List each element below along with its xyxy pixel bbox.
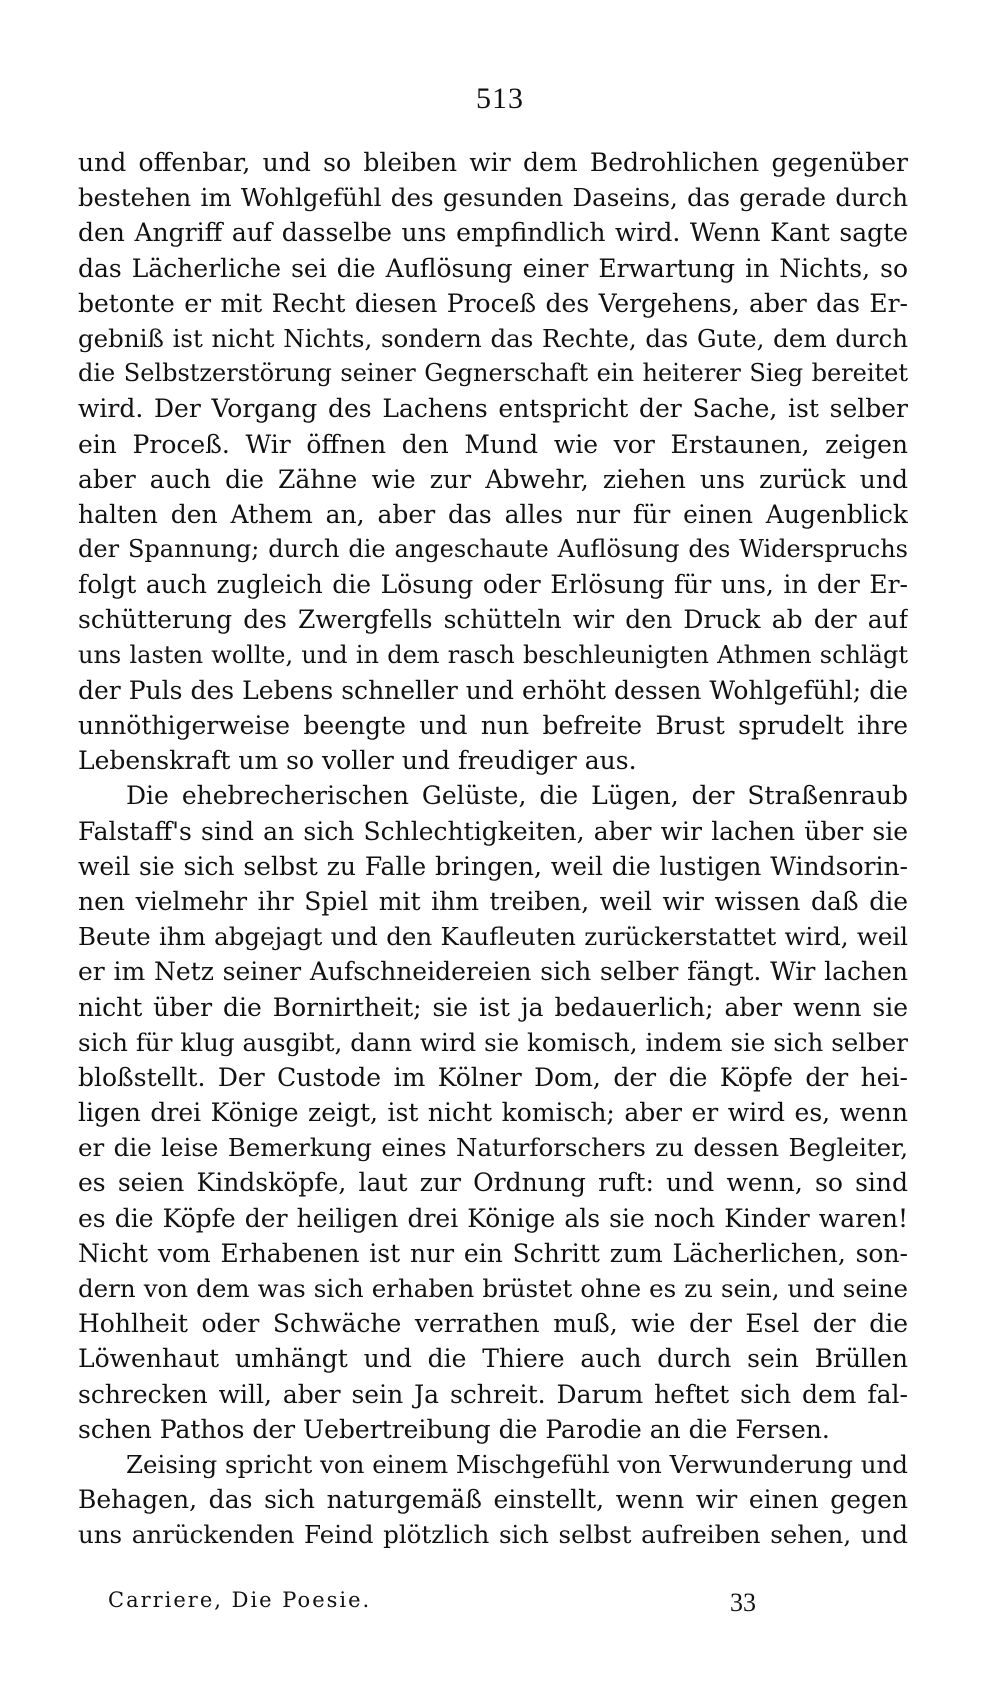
text-line: dern von dem was sich erhaben brüstet ohne es zu sein, und seine bbox=[78, 1274, 908, 1303]
text-line: Falstaff's sind an sich Schlechtigkeiten, aber wir lachen über sie bbox=[78, 816, 908, 846]
text-line: Hohlheit oder Schwäche verrathen muß, wie der Esel der die bbox=[78, 1309, 908, 1339]
text-line: den Angriff auf dasselbe uns empfindlich wird. Wenn Kant sagte bbox=[78, 218, 908, 248]
text-line: Zeising spricht von einem Mischgefühl von Verwunderung und bbox=[126, 1449, 908, 1479]
text-line: Behagen, das sich naturgemäß einstellt, wenn wir einen gegen bbox=[78, 1485, 908, 1515]
text-line: Die ehebrecherischen Gelüste, die Lügen, der Straßenraub bbox=[126, 781, 908, 811]
text-line: ligen drei Könige zeigt, ist nicht komisch; aber er wird es, wenn bbox=[78, 1098, 908, 1128]
text-line: folgt auch zugleich die Lösung oder Erlösung für uns, in der Er- bbox=[78, 570, 908, 600]
text-line: es die Köpfe der heiligen drei Könige als sie noch Kinder waren! bbox=[78, 1203, 908, 1233]
text-line: bestehen im Wohlgefühl des gesunden Daseins, das gerade durch bbox=[78, 183, 908, 213]
text-line: ein Proceß. Wir öffnen den Mund wie vor Erstaunen, zeigen bbox=[78, 429, 908, 459]
text-line: halten den Athem an, aber das alles nur für einen Augenblick bbox=[78, 499, 908, 529]
text-line: unnöthigerweise beengte und nun befreite Brust sprudelt ihre bbox=[78, 711, 908, 740]
text-line: er die leise Bemerkung eines Naturforschers zu dessen Begleiter, bbox=[78, 1133, 908, 1163]
footer-author-title: Carriere, Die Poesie. bbox=[108, 1588, 372, 1612]
text-line: Löwenhaut umhängt und die Thiere auch durch sein Brüllen bbox=[78, 1344, 908, 1374]
text-line: uns anrückenden Feind plötzlich sich selbst aufreiben sehen, und bbox=[78, 1520, 908, 1550]
text-line: schen Pathos der Uebertreibung die Parodie an die Fersen. bbox=[78, 1414, 830, 1444]
body-text bbox=[78, 145, 908, 1553]
text-line: das Lächerliche sei die Auflösung einer Erwartung in Nichts, so bbox=[78, 253, 908, 283]
text-line: Nicht vom Erhabenen ist nur ein Schritt zum Lächerlichen, son- bbox=[78, 1238, 908, 1268]
page-footer bbox=[108, 1588, 788, 1620]
text-line: aber auch die Zähne wie zur Abwehr, ziehen uns zurück und bbox=[78, 464, 908, 494]
text-line: und offenbar, und so bleiben wir dem Bedrohlichen gegenüber bbox=[78, 148, 908, 177]
text-line: nicht über die Bornirtheit; sie ist ja bedauerlich; aber wenn sie bbox=[78, 992, 908, 1022]
text-line: es seien Kindsköpfe, laut zur Ordnung ruft: und wenn, so sind bbox=[78, 1168, 908, 1198]
footer-signature-mark: 33 bbox=[730, 1588, 756, 1617]
text-line: Beute ihm abgejagt und den Kaufleuten zurückerstattet wird, weil bbox=[78, 922, 908, 952]
text-line: schrecken will, aber sein Ja schreit. Darum heftet sich dem fal- bbox=[78, 1379, 908, 1409]
text-line: uns lasten wollte, und in dem rasch beschleunigten Athmen schlägt bbox=[78, 640, 908, 669]
text-line: der Puls des Lebens schneller und erhöht dessen Wohlgefühl; die bbox=[78, 675, 908, 705]
paragraph bbox=[78, 1447, 908, 1553]
text-line: weil sie sich selbst zu Falle bringen, weil die lustigen Windsorin- bbox=[78, 851, 908, 881]
text-line: der Spannung; durch die angeschaute Auflösung des Widerspruchs bbox=[78, 535, 908, 564]
text-line: betonte er mit Recht diesen Proceß des Vergehens, aber das Er- bbox=[78, 288, 908, 318]
text-line: gebniß ist nicht Nichts, sondern das Rechte, das Gute, dem durch bbox=[78, 323, 908, 353]
text-line: die Selbstzerstörung seiner Gegnerschaft ein heiterer Sieg bereitet bbox=[78, 359, 908, 388]
text-line: wird. Der Vorgang des Lachens entspricht der Sache, ist selber bbox=[78, 394, 908, 424]
text-line: er im Netz seiner Aufschneidereien sich selber fängt. Wir lachen bbox=[78, 957, 908, 987]
page-number: 513 bbox=[476, 82, 524, 115]
text-line: sich für klug ausgibt, dann wird sie komisch, indem sie sich selber bbox=[78, 1027, 908, 1057]
paragraph bbox=[78, 145, 908, 778]
text-line: Lebenskraft um so voller und freudiger aus. bbox=[78, 746, 637, 776]
text-line: nen vielmehr ihr Spiel mit ihm treiben, weil wir wissen daß die bbox=[78, 886, 908, 916]
text-line: schütterung des Zwergfells schütteln wir den Druck ab der auf bbox=[78, 605, 908, 635]
paragraph bbox=[78, 778, 908, 1447]
text-line: bloßstellt. Der Custode im Kölner Dom, der die Köpfe der hei- bbox=[78, 1062, 908, 1092]
